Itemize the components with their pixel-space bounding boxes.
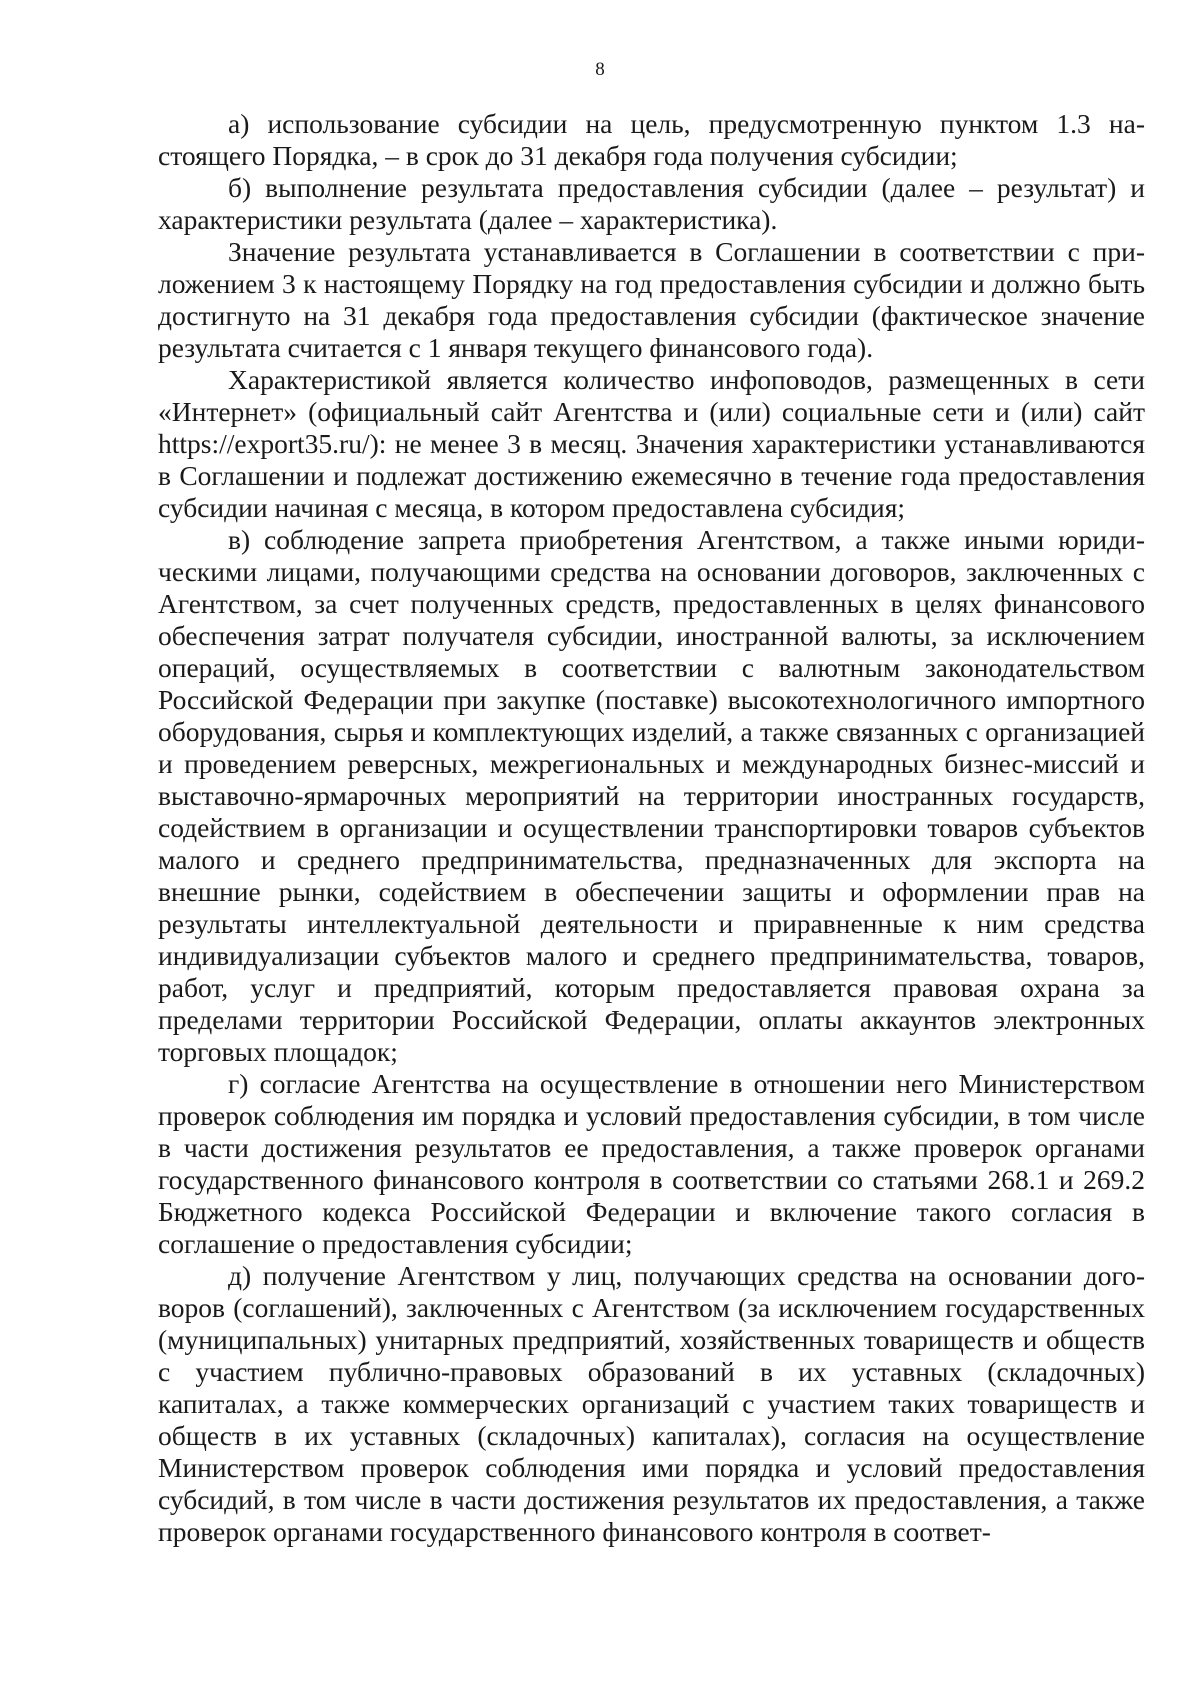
paragraph-a-purpose: а) использование субсидии на цель, предусмотренную пунктом 1.3 настоящего Порядка, – в срок до 31 декабря года получения субсидии;: [158, 108, 1145, 171]
paragraph-result-value: Значение результата устанавливается в Соглашении в соответствии с приложением 3 к настоящему Порядку на год предоставления субсидии и должно быть достигнуто на 31 декабря года предоставления субсидии (фактическое значение результата считается с 1 января текущего финансового года).: [158, 236, 1145, 363]
paragraph-d-recipient-consent: д) получение Агентством у лиц, получающих средства на основании договоров (соглашений), заключенных с Агентством (за исключением государственных (муниципальных) унитарных предприятий, хозяйственных товариществ и обществ с участием публично-правовых образований в их уставных (складочных) капиталах, а также коммерческих организаций с участием таких товариществ и обществ в их уставных (складочных) капиталах), согласия на осуществление Министерством проверок соблюдения ими порядка и условий предоставления субсидий, в том числе в части достижения результатов их предоставления, а также проверок органами государственного финансового контроля в соответ-: [158, 1260, 1145, 1547]
paragraph-characteristic: Характеристикой является количество инфоповодов, размещенных в сети «Интернет» (официальный сайт Агентства и (или) социальные сети и (или) сайт https://export35.ru/): не менее 3 в месяц. Значения характеристики устанавливаются в Соглашении и подлежат достижению ежемесячно в течение года предоставления субсидии начиная с месяца, в котором предоставлена субсидия;: [158, 364, 1145, 523]
paragraph-g-inspection-consent: г) согласие Агентства на осуществление в отношении него Министерством проверок соблюдения им порядка и условий предоставления субсидии, в том числе в части достижения результатов ее предоставления, а также проверок органами государственного финансового контроля в соответствии со статьями 268.1 и 269.2 Бюджетного кодекса Российской Федерации и включение такого согласия в соглашение о предоставления субсидии;: [158, 1068, 1145, 1259]
paragraph-v-currency-ban: в) соблюдение запрета приобретения Агентством, а также иными юридическими лицами, получающими средства на основании договоров, заключенных с Агентством, за счет полученных средств, предоставленных в целях финансового обеспечения затрат получателя субсидии, иностранной валюты, за исключением операций, осуществляемых в соответствии с валютным законодательством Российской Федерации при закупке (поставке) высокотехнологичного импортного оборудования, сырья и комплектующих изделий, а также связанных с организацией и проведением реверсных, межрегиональных и международных бизнес-миссий и выставочно-ярмарочных мероприятий на территории иностранных государств, содействием в организации и осуществлении транспортировки товаров субъектов малого и среднего предпринимательства, предназначенных для экспорта на внешние рынки, содействием в обеспечении защиты и оформлении прав на результаты интеллектуальной деятельности и приравненные к ним средства индивидуализации субъектов малого и среднего предпринимательства, товаров, работ, услуг и предприятий, которым предоставляется правовая охрана за пределами территории Российской Федерации, оплаты аккаунтов электронных торговых площадок;: [158, 524, 1145, 1067]
paragraph-b-result: б) выполнение результата предоставления субсидии (далее – результат) и характеристики результата (далее – характеристика).: [158, 172, 1145, 235]
page-number: 8: [595, 59, 605, 80]
document-body: [158, 108, 1145, 1548]
